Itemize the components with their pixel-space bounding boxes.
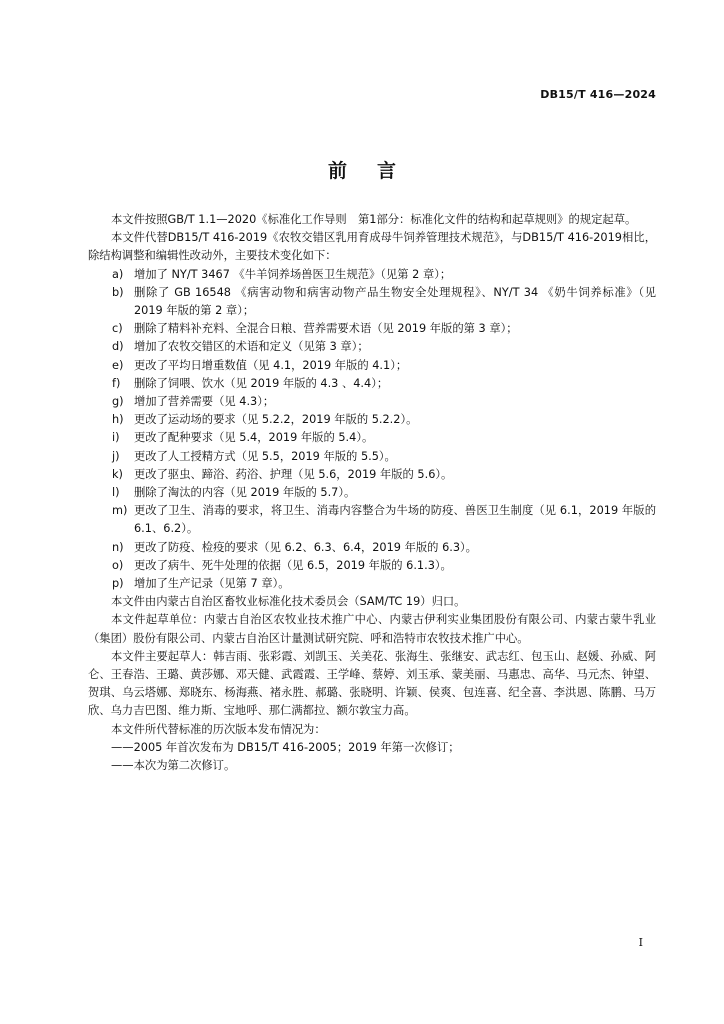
list-item-key: c) [112, 322, 123, 336]
list-item-text: 更改了驱虫、蹄浴、药浴、护理（见 5.6，2019 年版的 5.6）。 [134, 467, 453, 481]
list-item [88, 393, 656, 411]
list-item-text: 更改了运动场的要求（见 5.2.2，2019 年版的 5.2.2）。 [134, 413, 418, 427]
list-item-key: f) [112, 376, 121, 390]
page-title: 前言 [327, 160, 426, 182]
list-item-key: g) [112, 395, 124, 409]
history-line: ——本次为第二次修订。 [111, 759, 236, 773]
list-item [88, 284, 656, 320]
owner-paragraph: 本文件由内蒙古自治区畜牧业标准化技术委员会（SAM/TC 19）归口。 [111, 595, 466, 609]
list-item-text: 删除了淘汰的内容（见 2019 年版的 5.7）。 [134, 486, 356, 500]
list-item-key: m) [112, 504, 128, 518]
list-item [88, 429, 656, 447]
change-list [88, 266, 656, 594]
list-item-text: 更改了人工授精方式（见 5.5，2019 年版的 5.5）。 [134, 449, 396, 463]
list-item-key: o) [112, 558, 124, 572]
list-item-text: 更改了防疫、检疫的要求（见 6.2、6.3、6.4，2019 年版的 6.3）。 [134, 540, 477, 554]
list-item [88, 557, 656, 575]
list-item-text: 增加了农牧交错区的术语和定义（见第 3 章）； [134, 340, 369, 354]
drafting-units-paragraph: 本文件起草单位：内蒙古自治区农牧业技术推广中心、内蒙古伊利实业集团股份有限公司、内蒙古蒙牛乳业（集团）股份有限公司、内蒙古自治区计量测试研究院、呼和浩特市农牧技术推广中心。 [88, 613, 656, 645]
list-item-text: 删除了饲喂、饮水（见 2019 年版的 4.3 、4.4）； [134, 376, 389, 390]
list-item-text: 更改了卫生、消毒的要求，将卫生、消毒内容整合为牛场的防疫、兽医卫生制度（见 6.1，2019 年版的 6.1、6.2）。 [134, 504, 656, 536]
list-item-text: 删除了 GB 16548 《病害动物和病害动物产品生物安全处理规程》、NY/T 34 《奶牛饲养标准》（见 2019 年版的第 2 章）； [134, 285, 656, 318]
history-line: ——2005 年首次发布为 DB15/T 416-2005；2019 年第一次修订； [111, 740, 460, 754]
list-item-key: h) [112, 413, 124, 427]
list-item-text: 更改了病牛、死牛处理的依据（见 6.5，2019 年版的 6.1.3）。 [134, 558, 452, 572]
list-item-text: 删除了精料补充料、全混合日粮、营养需要术语（见 2019 年版的第 3 章）； [134, 322, 518, 336]
list-item-text: 增加了生产记录（见第 7 章）。 [134, 577, 290, 591]
list-item [88, 411, 656, 429]
list-item [88, 575, 656, 593]
list-item-key: j) [112, 449, 120, 463]
list-item [88, 502, 656, 538]
list-item [88, 466, 656, 484]
list-item-text: 更改了平均日增重数值（见 4.1，2019 年版的 4.1）； [134, 358, 408, 372]
intro-paragraph-2: 本文件代替DB15/T 416-2019《农牧交错区乳用育成母牛饲养管理技术规范》，与DB15/T 416-2019相比，除结构调整和编辑性改动外，主要技术变化如下： [88, 231, 656, 263]
list-item-key: d) [112, 340, 124, 354]
history-title: 本文件所代替标准的历次版本发布情况为： [111, 722, 326, 736]
list-item-text: 增加了营养需要（见 4.3）； [134, 395, 275, 409]
list-item [88, 484, 656, 502]
list-item-key: e) [112, 358, 124, 372]
drafters-paragraph: 本文件主要起草人：韩吉雨、张彩霞、刘凯玉、关美花、张海生、张继安、武志红、包玉山、赵媛、孙威、阿仑、王春浩、王璐、黄莎娜、邓天健、武霞霞、王学峰、蔡婷、刘玉承、蒙美丽、马惠忠、高华、马元杰、钟望、贺琪、乌云塔娜、郑晓东、杨海燕、褚永胜、郝璐、张晓明、许颖、侯爽、包连喜、纪全喜、李洪恩、陈鹏、马万欣、乌力吉巴图、维力斯、宝地呼、那仁满都拉、额尔敦宝力高。 [88, 649, 656, 718]
list-item-key: p) [112, 577, 124, 591]
list-item [88, 266, 656, 284]
list-item-key: n) [112, 540, 124, 554]
list-item [88, 357, 656, 375]
list-item-text: 增加了 NY/T 3467 《牛羊饲养场兽医卫生规范》（见第 2 章）； [134, 267, 452, 281]
list-item [88, 448, 656, 466]
list-item-text: 更改了配种要求（见 5.4，2019 年版的 5.4）。 [134, 431, 374, 445]
list-item-key: i) [112, 431, 120, 445]
list-item [88, 539, 656, 557]
list-item [88, 338, 656, 356]
list-item [88, 375, 656, 393]
page-number: I [638, 936, 643, 949]
list-item [88, 320, 656, 338]
list-item-key: l) [112, 486, 120, 500]
list-item-key: k) [112, 467, 123, 481]
intro-paragraph-1: 本文件按照GB/T 1.1—2020《标准化工作导则 第1部分：标准化文件的结构和起草规则》的规定起草。 [111, 213, 637, 226]
document-code: DB15/T 416—2024 [540, 88, 656, 101]
list-item-key: a) [112, 267, 124, 281]
list-item-key: b) [112, 285, 124, 299]
foreword-body [88, 211, 656, 775]
